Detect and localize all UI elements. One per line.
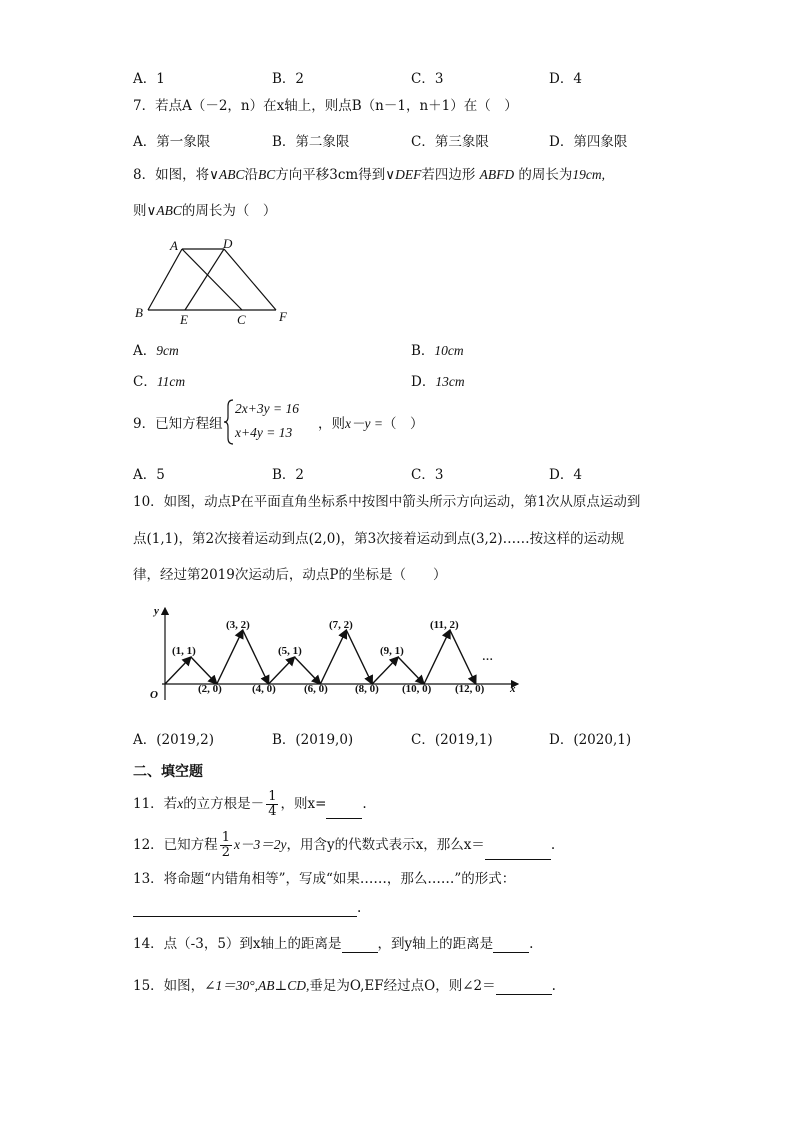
q7-option-a: A．第一象限 (133, 134, 211, 150)
point-label: (5, 1) (278, 645, 302, 657)
motion-segment (320, 630, 346, 684)
motion-segment (295, 657, 321, 684)
q11-stem: 11．若x的立方根是－ $\frac{1}{4}$ ，则x= . (133, 789, 367, 819)
label-b: B (135, 305, 143, 320)
label-c: C (237, 312, 246, 327)
q8-option-c: C．11cm (133, 374, 186, 390)
motion-segment (217, 630, 243, 684)
motion-segment (243, 630, 269, 684)
q9-equation-1: 2x+3y = 16 (235, 401, 299, 416)
q13-answer-blank[interactable] (133, 916, 357, 917)
q7-option-d: D．第四象限 (549, 134, 628, 150)
motion-segment (269, 657, 295, 684)
q14-stem: 14．点（-3，5）到x轴上的距离是 ，到y轴上的距离是 . (133, 936, 534, 952)
q12-stem: 12．已知方程 $\frac{1}{2}$ x－3＝2y，用含y的代数式表示x，那么x＝ . (133, 830, 556, 860)
y-axis-label: y (154, 605, 159, 617)
motion-segment (191, 657, 217, 684)
point-label: (1, 1) (172, 645, 196, 657)
q9-suffix: ，则x－y =（ ） (318, 416, 424, 432)
q6-option-d: D．4 (549, 71, 582, 87)
point-label: (10, 0) (402, 683, 432, 695)
motion-segment (398, 657, 424, 684)
motion-segment (165, 657, 191, 684)
q13-answer-row: . (133, 899, 361, 917)
q10-option-d: D．(2020,1) (549, 732, 632, 748)
q9-option-b: B．2 (272, 467, 305, 483)
ellipsis-label: … (482, 651, 493, 663)
section-title: 二、填空题 (133, 764, 203, 780)
q8-option-d: D．13cm (411, 374, 465, 390)
q8-stem-line2: 则∨ABC的周长为（ ） (133, 203, 277, 219)
q13-stem: 13．将命题“内错角相等”，写成“如果……，那么……”的形式： (133, 871, 516, 887)
label-e: E (180, 312, 188, 327)
motion-segment (450, 630, 476, 684)
point-label: (9, 1) (380, 645, 404, 657)
segment-df (224, 249, 276, 310)
point-label: (11, 2) (430, 619, 459, 631)
point-label: (12, 0) (455, 683, 485, 695)
point-label: (2, 0) (198, 683, 222, 695)
q14-answer-blank-1[interactable] (342, 952, 378, 953)
q9-option-c: C．3 (411, 467, 444, 483)
origin-label: O (150, 689, 158, 701)
point-label: (4, 0) (252, 683, 276, 695)
label-f: F (279, 309, 287, 324)
q7-option-b: B．第二象限 (272, 134, 350, 150)
q9-option-a: A．5 (133, 467, 165, 483)
q10-option-b: B．(2019,0) (272, 732, 354, 748)
label-a: A (170, 238, 178, 253)
q10-stem-line3: 律，经过第2019次运动后，动点P的坐标是（ ） (133, 567, 447, 583)
point-label: (7, 2) (329, 619, 353, 631)
point-label: (6, 0) (304, 683, 328, 695)
q6-option-a: A．1 (133, 71, 165, 87)
q11-answer-blank[interactable] (326, 818, 362, 819)
x-axis-label: x (510, 683, 516, 695)
q6-option-c: C．3 (411, 71, 444, 87)
q12-answer-blank[interactable] (485, 859, 551, 860)
point-label: (8, 0) (355, 683, 379, 695)
q15-answer-blank[interactable] (496, 994, 552, 995)
q10-stem-line2: 点(1,1)，第2次接着运动到点(2,0)，第3次接着运动到点(3,2)……按这样的运动规 (133, 531, 625, 547)
motion-segment (372, 657, 398, 684)
motion-segment (424, 630, 450, 684)
q10-option-c: C．(2019,1) (411, 732, 493, 748)
q14-answer-blank-2[interactable] (493, 952, 529, 953)
brace-icon (223, 398, 235, 446)
q7-option-c: C．第三象限 (411, 134, 489, 150)
q6-option-b: B．2 (272, 71, 305, 87)
q10-figure (140, 600, 530, 705)
q8-option-b: B．10cm (411, 343, 464, 359)
q8-stem-line1: 8．如图，将∨ABC沿BC方向平移3cm得到∨DEF若四边形 ABFD 的周长为19cm, (133, 167, 606, 183)
label-d: D (223, 236, 233, 251)
q9-prefix: 9．已知方程组 (133, 416, 223, 432)
segment-ab (148, 249, 182, 310)
q8-option-a: A．9cm (133, 343, 179, 359)
q7-stem: 7．若点A（－2，n）在x轴上，则点B（n－1，n＋1）在（ ） (133, 98, 518, 114)
motion-segment (346, 630, 372, 684)
q8-figure (130, 232, 300, 332)
q15-stem: 15．如图，∠1＝30°,AB⊥CD,垂足为O,EF经过点O，则∠2＝ . (133, 978, 556, 994)
q9-equation-2: x+4y = 13 (235, 425, 293, 440)
q9-option-d: D．4 (549, 467, 582, 483)
q10-option-a: A．(2019,2) (133, 732, 215, 748)
q10-stem-line1: 10．如图，动点P在平面直角坐标系中按图中箭头所示方向运动，第1次从原点运动到 (133, 494, 641, 510)
point-label: (3, 2) (226, 619, 250, 631)
